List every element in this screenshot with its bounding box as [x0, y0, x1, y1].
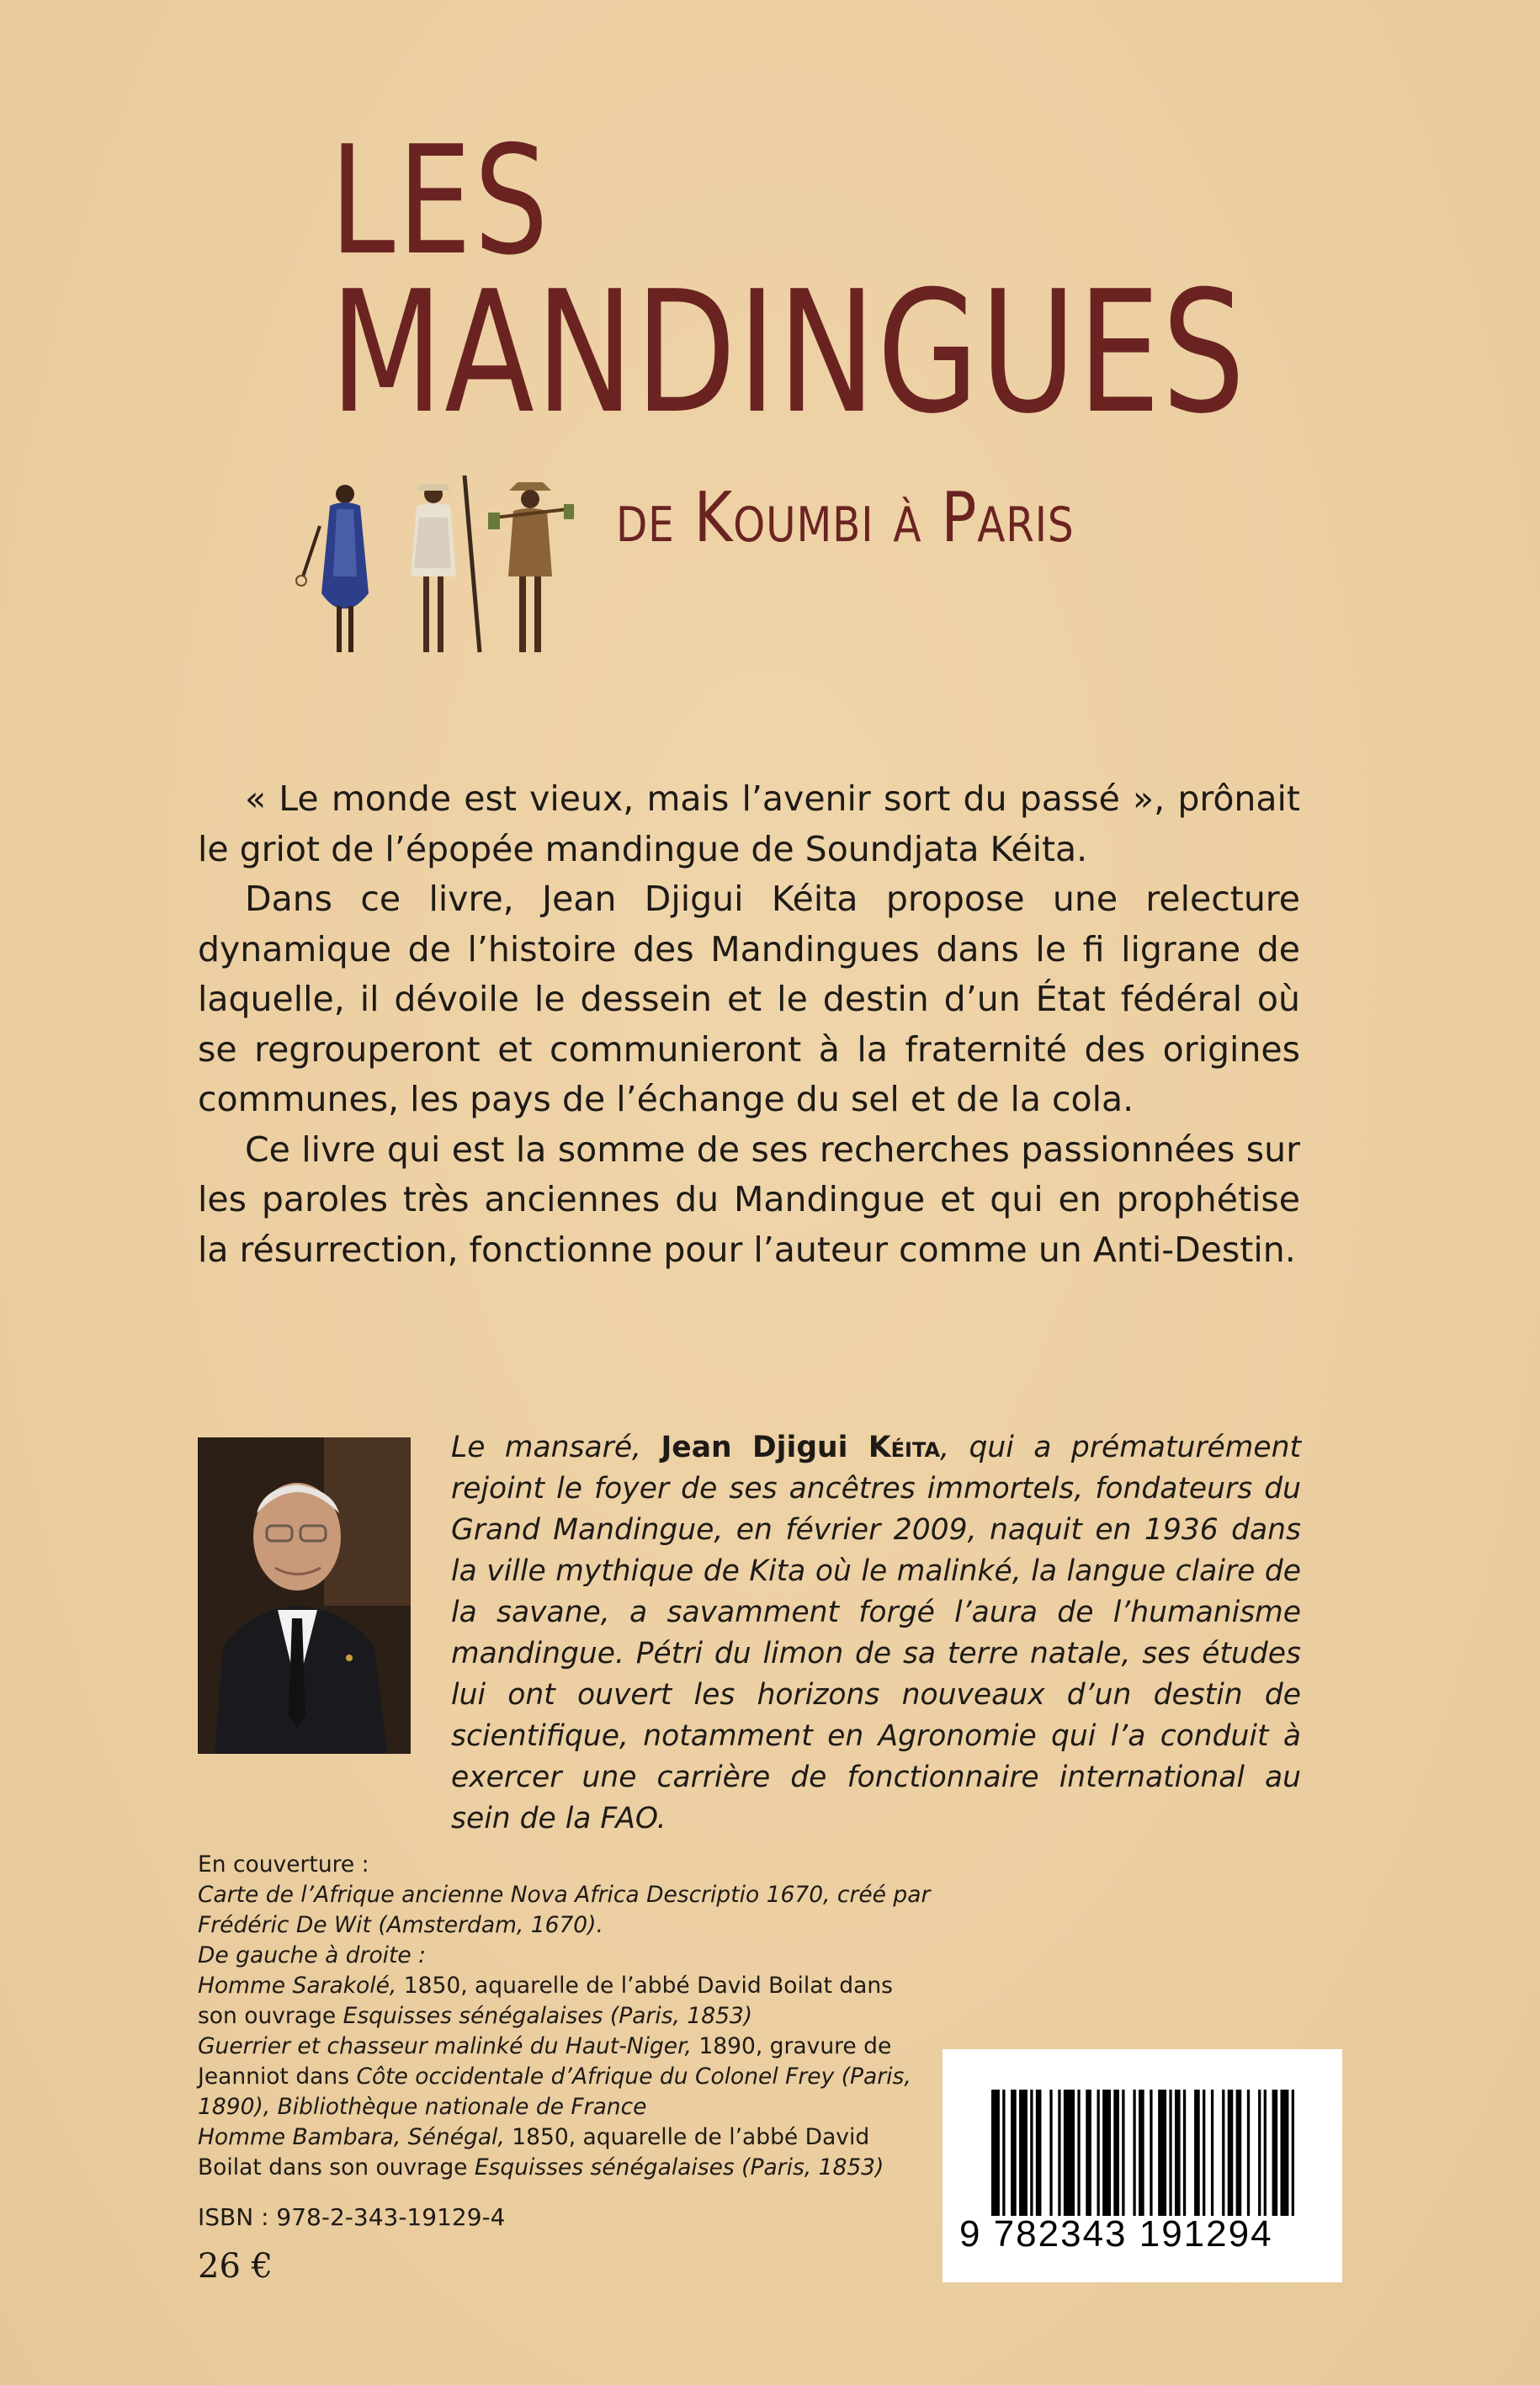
figure-sarakole — [296, 485, 369, 652]
credits-text: Esquisses sénégalaises (Paris, 1853) — [343, 2003, 753, 2029]
price: 26 € — [198, 2247, 273, 2286]
figure-guerrier — [411, 475, 480, 652]
credits-line — [198, 1880, 938, 1910]
cover-credits — [198, 1850, 938, 2183]
author-name-last: Kéita — [868, 1431, 941, 1464]
credits-text: 1890, gravure de — [691, 2033, 892, 2059]
bio-prefix: Le mansaré, — [451, 1431, 661, 1464]
credits-text: De gauche à droite : — [198, 1942, 427, 1968]
title-line-mandingues: MANDINGUES — [330, 255, 1247, 451]
author-photo — [198, 1437, 411, 1754]
blurb-paragraph: Dans ce livre, Jean Djigui Kéita propose une relecture dynamique de l’histoire des Mandingues dans le fi ligrane de laquelle, il dévoile le dessein et le destin d’un État fédéral où se regrouperont et communieront à la fraternité des origines communes, les pays de l’échange du sel et de la cola. — [198, 879, 1300, 1119]
credits-text: Homme Sarakolé, — [198, 1973, 397, 1999]
credits-line — [198, 2122, 938, 2153]
three-figures-illustration — [278, 475, 597, 669]
credits-line — [198, 1941, 938, 1971]
credits-text: Guerrier et chasseur malinké du Haut-Niger, — [198, 2033, 692, 2059]
author-bio — [451, 1427, 1301, 1840]
blurb-paragraph: « Le monde est vieux, mais l’avenir sort du passé », prônait le griot de l’épopée mandingue de Soundjata Kéita. — [198, 778, 1300, 869]
credits-text: Boilat dans son ouvrage — [198, 2154, 475, 2180]
credits-text: Jeanniot dans — [198, 2064, 357, 2090]
credits-text: Esquisses sénégalaises (Paris, 1853) — [474, 2154, 884, 2180]
credits-text: 1890), Bibliothèque nationale de France — [198, 2094, 647, 2120]
credits-line — [198, 2153, 938, 2183]
credits-line — [198, 2001, 938, 2032]
subtitle: de Koumbi à Paris — [616, 478, 1075, 558]
figure-bambara — [488, 482, 574, 652]
credits-line — [198, 2092, 938, 2122]
credits-text: son ouvrage — [198, 2003, 343, 2029]
credits-line — [198, 2032, 938, 2062]
isbn-number: ISBN : 978-2-343-19129-4 — [198, 2203, 506, 2231]
credits-text: Côte occidentale d’Afrique du Colonel Frey (Paris, — [356, 2064, 911, 2090]
credits-text: Frédéric De Wit (Amsterdam, 1670). — [198, 1912, 603, 1938]
credits-line — [198, 1910, 938, 1941]
credits-text: 1850, aquarelle de l’abbé David — [504, 2124, 870, 2150]
credits-text: Homme Bambara, Sénégal, — [198, 2124, 505, 2150]
barcode-bars — [991, 2090, 1294, 2224]
credits-line — [198, 2062, 938, 2092]
barcode-digits: 9 782343 191294 — [959, 2213, 1273, 2255]
bio-text: , qui a prématurément rejoint le foyer de ses ancêtres immortels, fondateurs du Grand Mandingue, en février 2009, naquit en 1936 dans la ville mythique de Kita où le malinké, la langue claire de la savane, a savamment forgé l’aura de l’humanisme mandingue. Pétri du limon de sa terre natale, ses études lui ont ouvert les horizons nouveaux d’un destin de scientifique, notamment en Agronomie qui l’a conduit à exercer une carrière de fonctionnaire international au sein de la FAO. — [451, 1431, 1301, 1835]
blurb-paragraph: Ce livre qui est la somme de ses recherches passionnées sur les paroles très anciennes du Mandingue et qui en prophétise la résurrection, fonctionne pour l’auteur comme un Anti-Destin. — [198, 1129, 1300, 1270]
credits-line — [198, 1971, 938, 2001]
credits-text: Carte de l’Afrique ancienne Nova Africa Descriptio 1670, créé par — [198, 1882, 931, 1908]
title-line-les: LES — [330, 114, 551, 288]
credits-text: 1850, aquarelle de l’abbé David Boilat dans — [396, 1973, 893, 1999]
author-name-first: Jean Djigui — [661, 1431, 868, 1464]
barcode — [943, 2049, 1342, 2282]
back-cover-blurb — [198, 774, 1300, 1275]
credits-line: En couverture : — [198, 1851, 369, 1878]
